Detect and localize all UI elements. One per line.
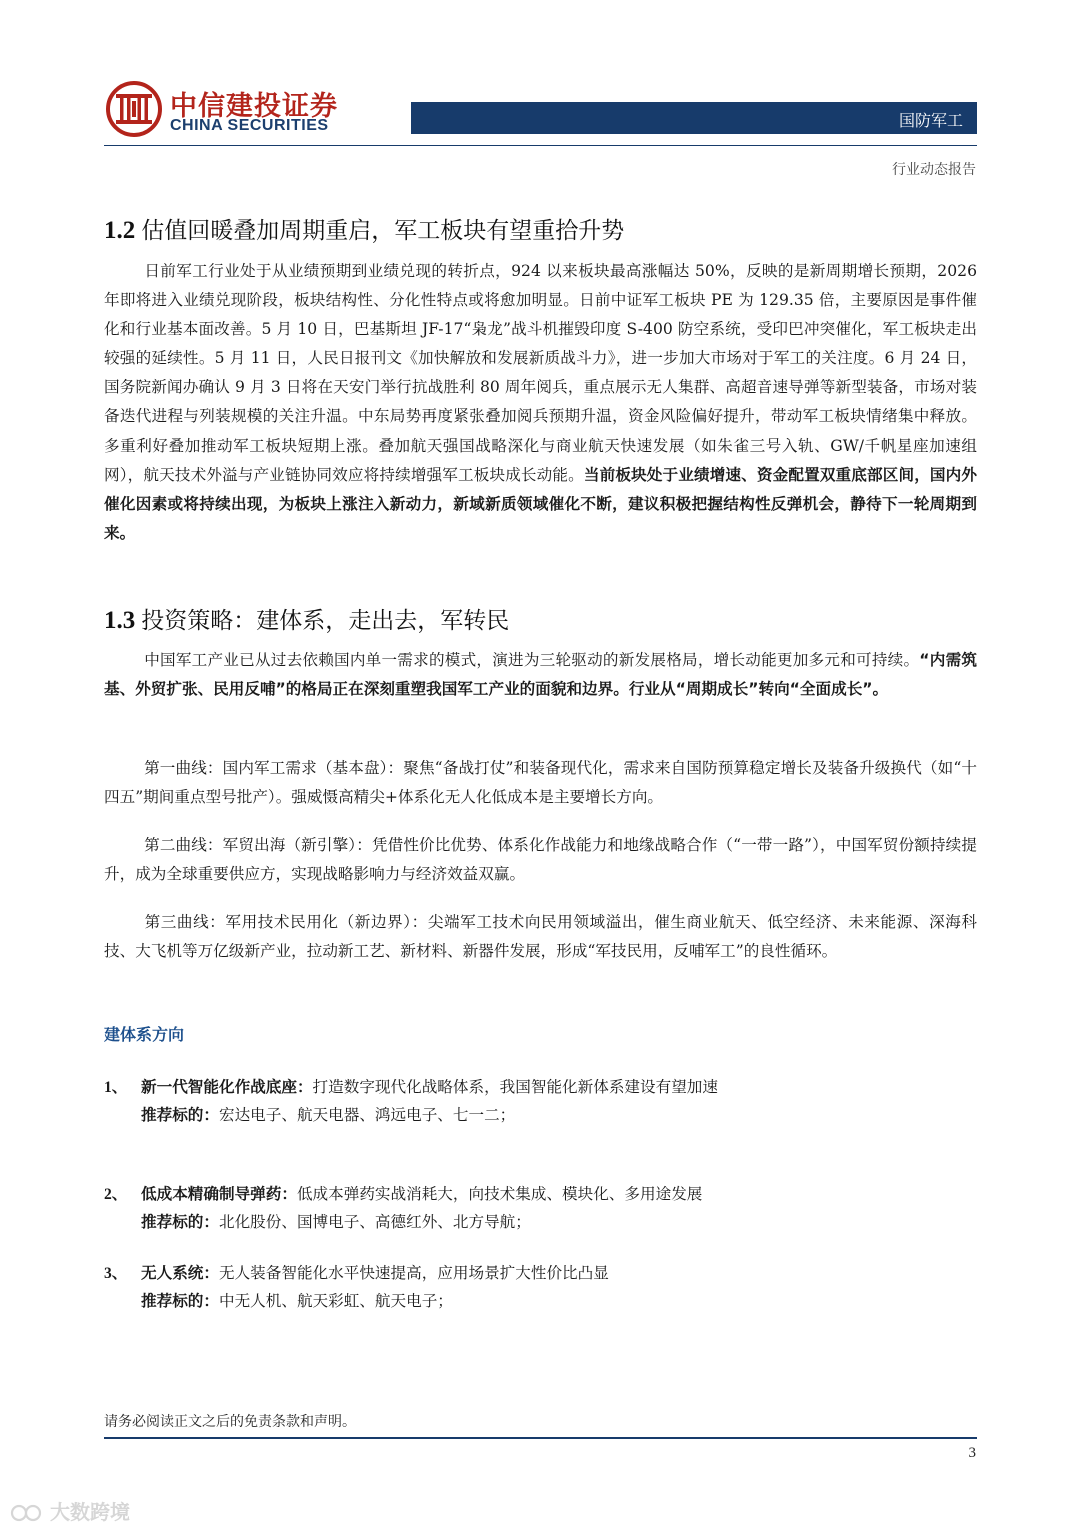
direction-subheading: 建体系方向 <box>104 1025 185 1044</box>
section-1-3-intro <box>104 646 977 704</box>
rec-label: 推荐标的： <box>141 1292 219 1310</box>
item-desc: 无人装备智能化水平快速提高，应用场景扩大性价比凸显 <box>218 1264 609 1282</box>
rec-label: 推荐标的： <box>141 1106 219 1124</box>
section-1-2-paragraph <box>104 257 977 548</box>
list-item-title <box>141 1182 702 1204</box>
rec-label: 推荐标的： <box>141 1213 219 1231</box>
item-desc: 打造数字现代化战略体系，我国智能化新体系建设有望加速 <box>312 1078 718 1096</box>
curve-text: 第一曲线：国内军工需求（基本盘）：聚焦“备战打仗”和装备现代化，需求来自国防预算稳定增长及装备升级换代（如“十四五”期间重点型号批产）。强威慑高精尖+体系化无人化低成本是主要增长方向。 <box>104 759 977 807</box>
section-number: 1.3 <box>104 607 136 634</box>
section-title: 估值回暖叠加周期重启，军工板块有望重拾升势 <box>141 218 625 244</box>
curve-2-paragraph <box>104 831 977 889</box>
sector-label: 国防军工 <box>898 111 963 130</box>
list-item-title <box>141 1075 718 1097</box>
curve-1-paragraph <box>104 754 977 812</box>
item-label: 新一代智能化作战底座： <box>141 1078 313 1096</box>
watermark-text: 大数跨境 <box>50 1500 130 1524</box>
logo-icon <box>106 81 162 137</box>
watermark-icon <box>10 1503 44 1528</box>
rec-stocks: 北化股份、国博电子、高德红外、北方导航； <box>218 1213 531 1231</box>
intro-emphasis: “内需筑基、外贸扩张、民用反哺”的格局正在深刻重塑我国军工产业的面貌和边界。行业从“周期成长”转向“全面成长”。 <box>104 651 977 699</box>
section-heading-1-3 <box>104 602 509 635</box>
rec-stocks: 中无人机、航天彩虹、航天电子； <box>218 1292 453 1310</box>
curve-text: 第二曲线：军贸出海（新引擎）：凭借性价比优势、体系化作战能力和地缘战略合作（“一带一路”），中国军贸份额持续提升，成为全球重要供应方，实现战略影响力与经济效益双赢。 <box>104 836 977 884</box>
list-item-number: 1、 <box>104 1079 128 1096</box>
brand-name-en: CHINA SECURITIES <box>170 117 329 134</box>
item-desc: 低成本弹药实战消耗大，向技术集成、模块化、多用途发展 <box>296 1185 703 1203</box>
rec-stocks: 宏达电子、航天电器、鸿远电子、七一二； <box>218 1106 516 1124</box>
list-item-recommendation <box>141 1103 515 1125</box>
curve-text: 第三曲线：军用技术民用化（新边界）：尖端军工技术向民用领域溢出，催生商业航天、低空经济、未来能源、深海科技、大飞机等万亿级新产业，拉动新工艺、新材料、新器件发展，形成“军技民用，反哺军工”的良性循环。 <box>104 913 977 961</box>
item-label: 低成本精确制导弹药： <box>141 1185 297 1203</box>
footer-divider <box>104 1437 977 1439</box>
paragraph-text: 日前军工行业处于从业绩预期到业绩兑现的转折点，924 以来板块最高涨幅达 50%，反映的是新周期增长预期，2026 年即将进入业绩兑现阶段，板块结构性、分化性特点或将愈加明显。日前中证军工板块 PE 为 129.35 倍，主要原因是事件催化和行业基本面改善。5 月 10 日，巴基斯坦 JF-17“枭龙”战斗机摧毁印度 S-400 防空系统，受印巴冲突催化，军工板块走出较强的延续性。5 月 11 日，人民日报刊文《加快解放和发展新质战斗力》，进一步加大市场对于军工的关注度。6 月 24 日，国务院新闻办确认 9 月 3 日将在天安门举行抗战胜利 80 周年阅兵，重点展示无人集群、高超音速导弹等新型装备，市场对装备迭代进程与列装规模的关注升温。中东局势再度紧张叠加阅兵预期升温，资金风险偏好提升，带动军工板块情绪集中释放。多重利好叠加推动军工板块短期上涨。叠加航天强国战略深化与商业航天快速发展（如朱雀三号入轨、GW/千帆星座加速组网），航天技术外溢与产业链协同效应将持续增强军工板块成长动能。 <box>104 262 977 484</box>
watermark <box>10 1496 130 1528</box>
list-item-number: 3、 <box>104 1265 128 1282</box>
list-item-recommendation <box>141 1289 453 1311</box>
item-label: 无人系统： <box>141 1264 219 1282</box>
header-divider <box>104 145 977 146</box>
brand-name-cn: 中信建投证券 <box>170 91 338 122</box>
page-number: 3 <box>968 1445 976 1461</box>
sector-banner <box>411 102 977 134</box>
paragraph-emphasis: 当前板块处于业绩增速、资金配置双重底部区间，国内外催化因素或将持续出现，为板块上涨注入新动力，新域新质领域催化不断，建议积极把握结构性反弹机会，静待下一轮周期到来。 <box>104 465 977 542</box>
report-type: 行业动态报告 <box>892 162 976 178</box>
list-item-recommendation <box>141 1210 531 1232</box>
list-item-number: 2、 <box>104 1186 128 1203</box>
disclaimer-note: 请务必阅读正文之后的免责条款和声明。 <box>104 1414 356 1430</box>
curve-3-paragraph <box>104 908 977 966</box>
list-item-title <box>141 1261 609 1283</box>
intro-text: 中国军工产业已从过去依赖国内单一需求的模式，演进为三轮驱动的新发展格局，增长动能更加多元和可持续。 <box>144 651 920 669</box>
section-heading-1-2 <box>104 212 624 245</box>
section-title: 投资策略：建体系，走出去，军转民 <box>141 608 510 634</box>
section-number: 1.2 <box>104 217 136 244</box>
